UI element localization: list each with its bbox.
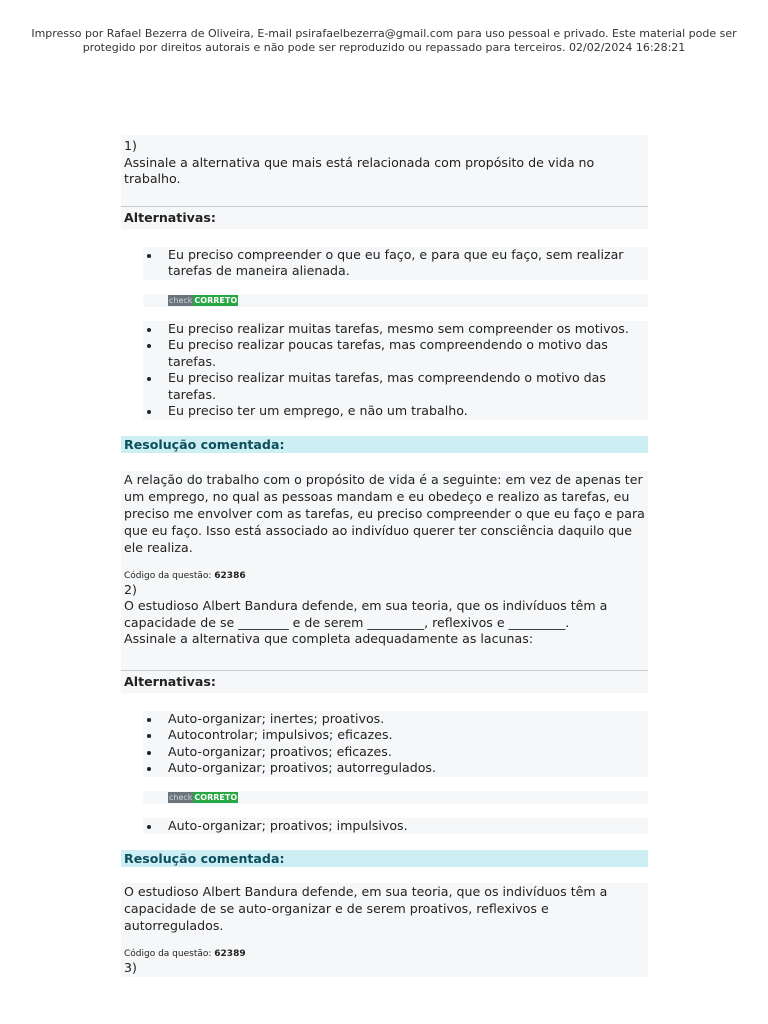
print-notice: Impresso por Rafael Bezerra de Oliveira, E-mail psirafaelbezerra@gmail.com para uso pessoal e privado. Este material pode ser protegido por direitos autorais e não pode ser reproduzido ou repassado para terceiros. 02/02/2024 16:28:21 <box>31 27 737 54</box>
resolution-text: O estudioso Albert Bandura defende, em sua teoria, que os indivíduos têm a capacidade de se auto-organizar e de serem proativos, reflexivos e autorregulados. <box>124 884 608 933</box>
question-instruction: Assinale a alternativa que completa adequadamente as lacunas: <box>124 631 534 646</box>
options-list <box>121 321 648 420</box>
question-2 <box>121 582 648 670</box>
option-item: Autocontrolar; impulsivos; eficazes. <box>143 727 648 744</box>
options-list <box>121 818 648 835</box>
question-code <box>121 570 648 582</box>
question-code-label: Código da questão: <box>124 570 212 581</box>
question-code-value: 62389 <box>214 949 246 959</box>
alternatives-heading: Alternativas: <box>121 207 648 229</box>
question-number: 2) <box>124 581 137 597</box>
document-content <box>121 135 648 977</box>
correct-marker-row <box>143 294 648 307</box>
option-item: Auto-organizar; proativos; eficazes. <box>143 744 648 761</box>
resolution-text: A relação do trabalho com o propósito de vida é a seguinte: em vez de apenas ter um emprego, no qual as pessoas mandam e eu obedeço e realizo as tarefas, eu preciso me envolver com as tarefas, eu preciso compreender o que eu faço e para que eu faço. Isso está associado ao indivíduo querer ter consciência daquilo que ele realiza. <box>124 471 645 555</box>
correct-badge <box>168 295 238 306</box>
option-item: Auto-organizar; proativos; autorregulados. <box>143 760 648 777</box>
question-number: 1) <box>124 138 137 153</box>
resolution-heading: Resolução comentada: <box>121 850 648 867</box>
option-item: Eu preciso realizar poucas tarefas, mas compreendendo o motivo das tarefas. <box>143 337 648 370</box>
resolution-panel <box>121 471 648 670</box>
correct-badge <box>168 792 238 803</box>
options-list <box>121 711 648 777</box>
check-icon: check <box>169 792 193 802</box>
question-code-value: 62386 <box>214 570 246 581</box>
question-text: Assinale a alternativa que mais está relacionada com propósito de vida no trabalho. <box>124 154 595 186</box>
correct-label: CORRETO <box>194 792 238 802</box>
question-text: O estudioso Albert Bandura defende, em sua teoria, que os indivíduos têm a capacidade de se ________ e de serem _________, reflexivos e _________. <box>124 598 608 630</box>
option-item: Eu preciso ter um emprego, e não um trabalho. <box>143 403 648 420</box>
resolution-panel <box>121 883 648 977</box>
option-item: Auto-organizar; inertes; proativos. <box>143 711 648 728</box>
correct-label: CORRETO <box>194 295 238 305</box>
resolution-heading: Resolução comentada: <box>121 436 648 453</box>
correct-marker-row <box>143 791 648 804</box>
question-3 <box>121 960 648 977</box>
question-code-label: Código da questão: <box>124 949 212 959</box>
question-code <box>121 948 648 960</box>
option-item: Eu preciso compreender o que eu faço, e para que eu faço, sem realizar tarefas de maneira alienada. <box>143 247 648 280</box>
check-icon: check <box>169 295 193 305</box>
question-1 <box>121 135 648 206</box>
option-item: Eu preciso realizar muitas tarefas, mesmo sem compreender os motivos. <box>143 321 648 338</box>
option-item: Auto-organizar; proativos; impulsivos. <box>143 818 648 835</box>
options-list <box>121 247 648 280</box>
alternatives-heading: Alternativas: <box>121 671 648 693</box>
question-number: 3) <box>124 960 137 975</box>
option-item: Eu preciso realizar muitas tarefas, mas compreendendo o motivo das tarefas. <box>143 370 648 403</box>
